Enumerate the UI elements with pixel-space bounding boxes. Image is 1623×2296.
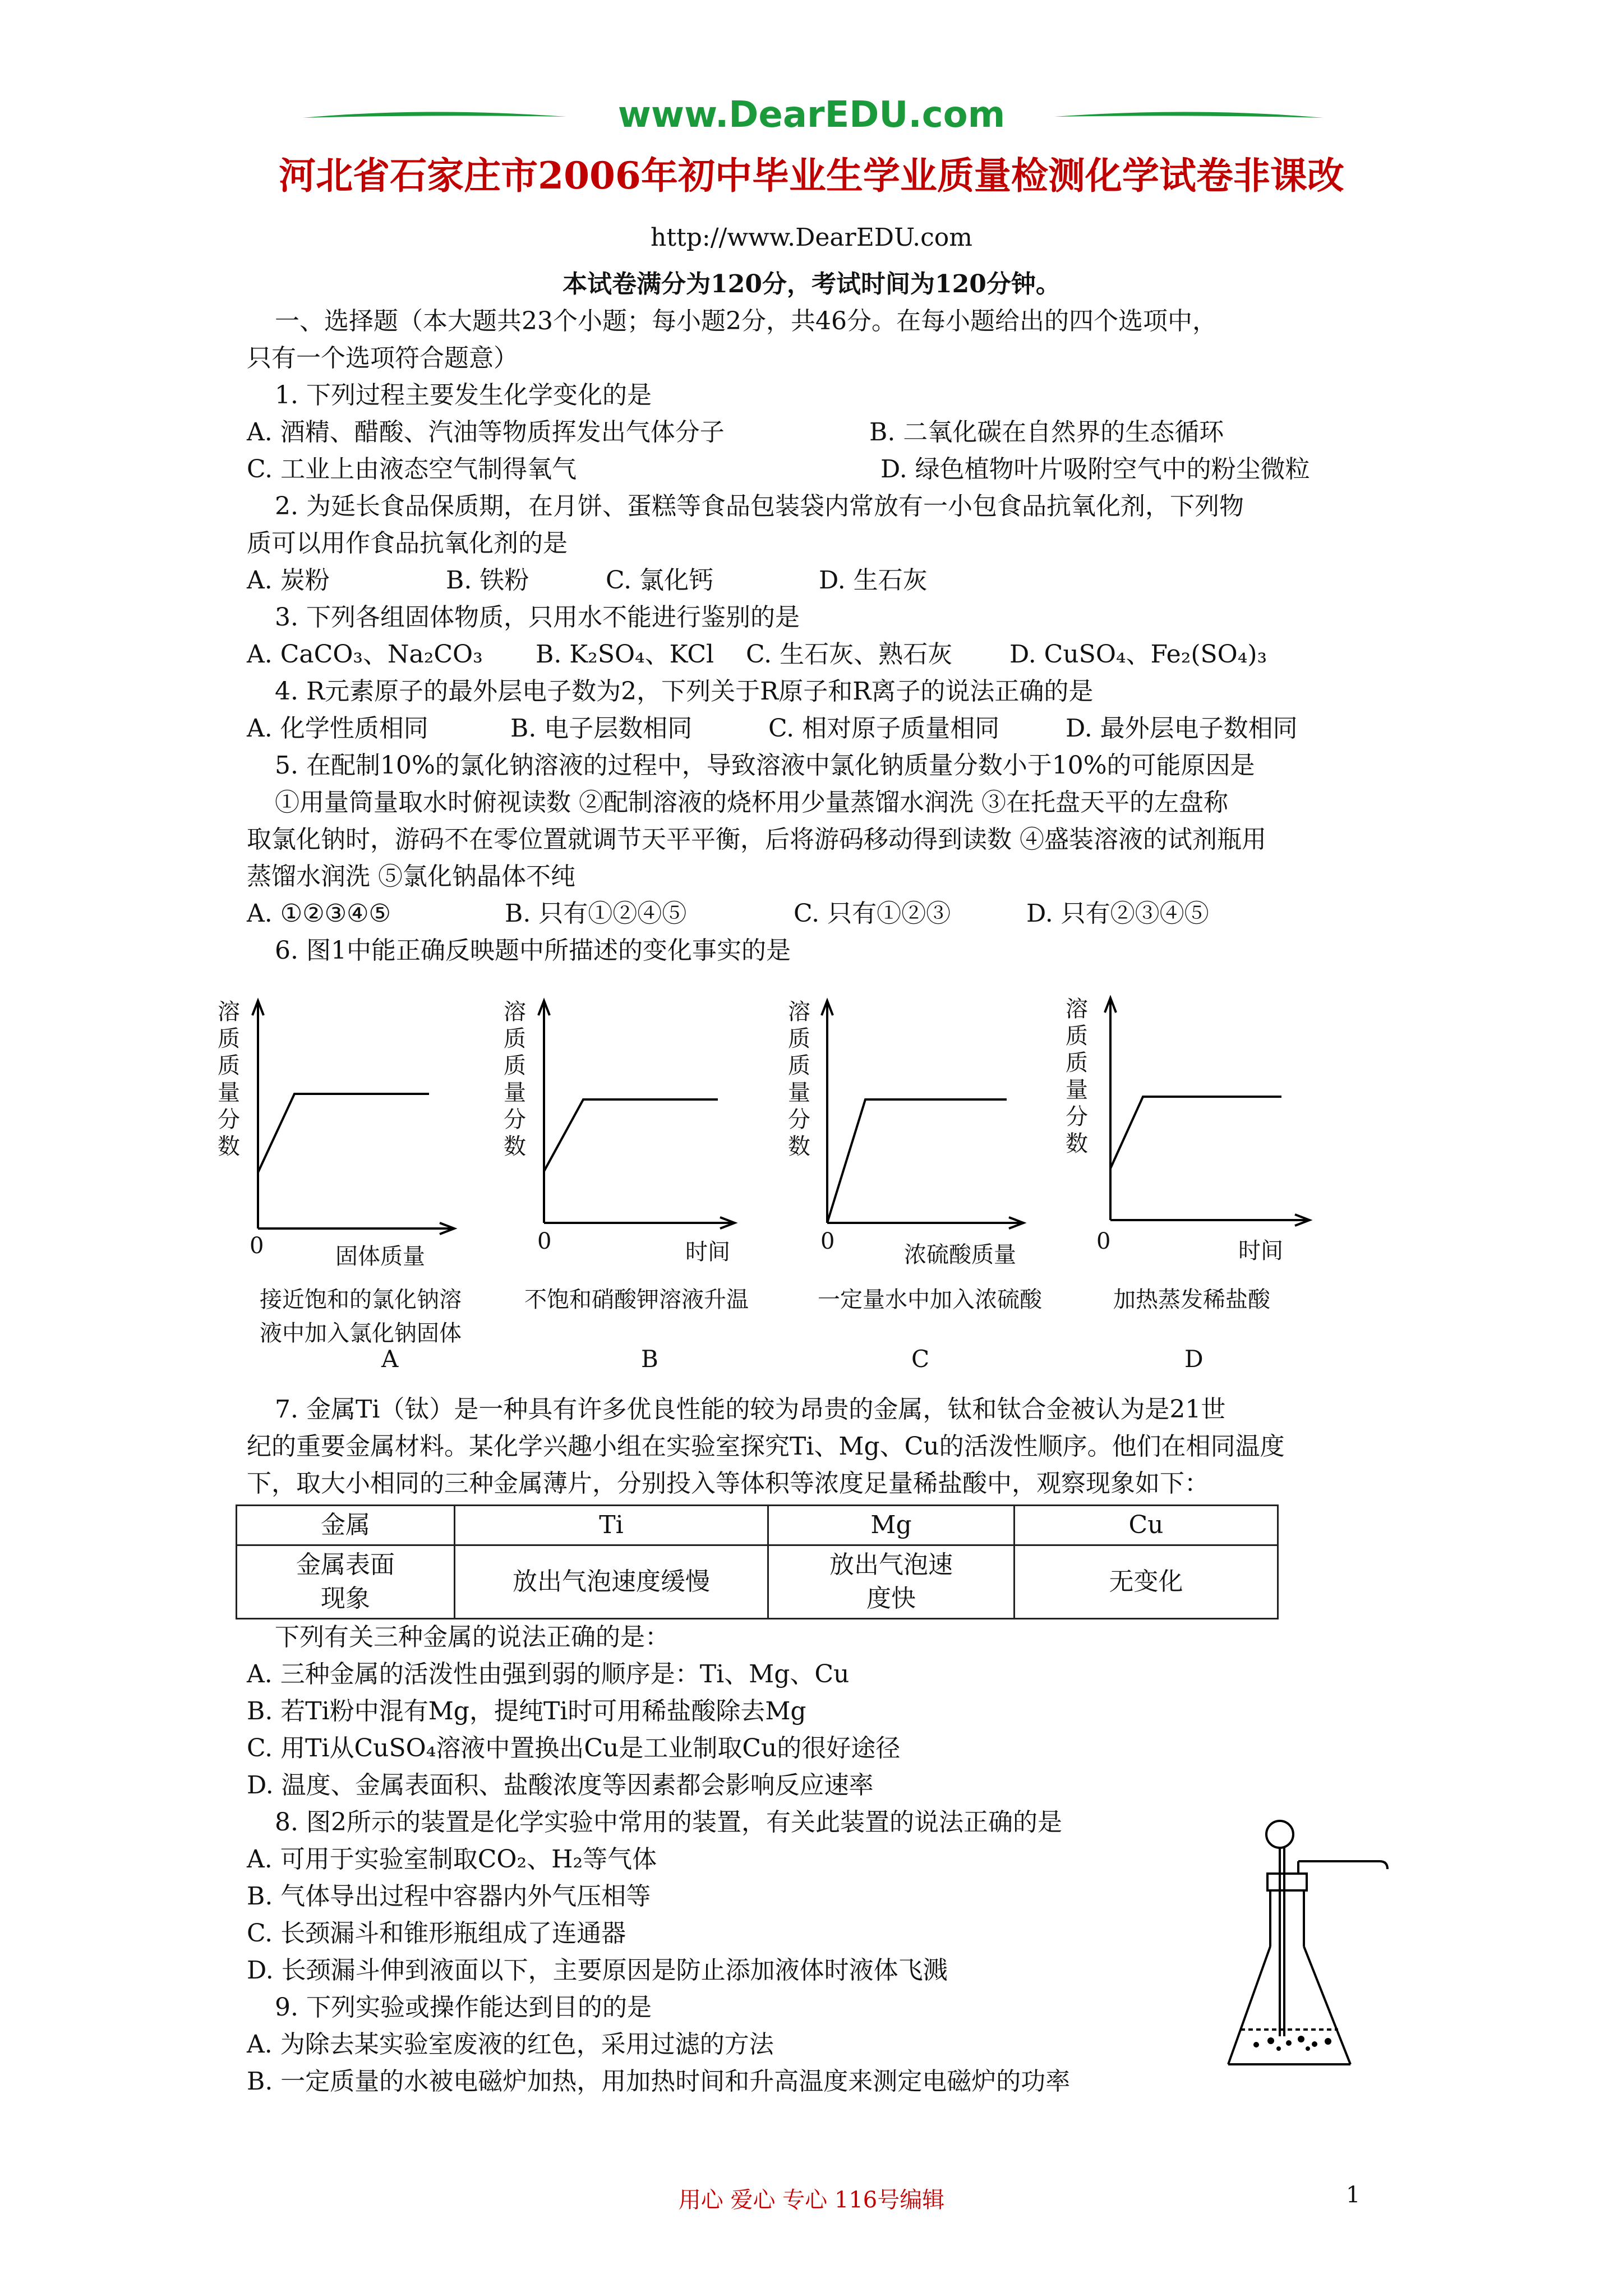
q4-option-b: B. 电子层数相同 bbox=[510, 714, 693, 743]
q7-option-b: B. 若Ti粉中混有Mg，提纯Ti时可用稀盐酸除去Mg bbox=[247, 1697, 806, 1726]
graph-c-ylabel: 溶质质量分数 bbox=[788, 999, 810, 1159]
q5-option-a: A. ①②③④⑤ bbox=[247, 899, 391, 928]
q8-option-c: C. 长颈漏斗和锥形瓶组成了连通器 bbox=[247, 1919, 626, 1948]
graph-a-ylabel: 溶质质量分数 bbox=[218, 999, 240, 1159]
table-cell: 放出气泡速 度快 bbox=[768, 1545, 1015, 1619]
metal-comparison-table bbox=[236, 1504, 1279, 1619]
q1-option-c: C. 工业上由液态空气制得氧气 bbox=[247, 455, 577, 484]
q7-option-c: C. 用Ti从CuSO₄溶液中置换出Cu是工业制取Cu的很好途径 bbox=[247, 1734, 901, 1763]
graph-c-origin: 0 bbox=[820, 1228, 835, 1254]
q9-stem: 9. 下列实验或操作能达到目的的是 bbox=[275, 1993, 652, 2022]
q9-option-b: B. 一定质量的水被电磁炉加热，用加热时间和升高温度来测定电磁炉的功率 bbox=[247, 2067, 1071, 2096]
flask-apparatus-figure bbox=[1217, 1818, 1396, 2076]
graph-d-letter: D bbox=[1184, 1345, 1204, 1373]
graph-c-xlabel: 浓硫酸质量 bbox=[904, 1242, 1016, 1268]
q5-detail: ①用量筒量取水时俯视读数 ②配制溶液的烧杯用少量蒸馏水润洗 ③在托盘天平的左盘称 bbox=[275, 788, 1228, 817]
q8-stem: 8. 图2所示的装置是化学实验中常用的装置，有关此装置的说法正确的是 bbox=[275, 1808, 1062, 1837]
table-header-row bbox=[237, 1506, 1278, 1545]
table-cell: 金属表面 现象 bbox=[237, 1545, 455, 1619]
q3-option-a: A. CaCO₃、Na₂CO₃ bbox=[247, 640, 483, 669]
q6-graph-d bbox=[1068, 990, 1315, 1248]
q4-stem: 4. R元素原子的最外层电子数为2，下列关于R原子和R离子的说法正确的是 bbox=[275, 677, 1094, 706]
page-title: 河北省石家庄市2006年初中毕业生学业质量检测化学试卷非课改 bbox=[279, 154, 1344, 197]
q4-option-c: C. 相对原子质量相同 bbox=[768, 714, 1000, 743]
graph-d-caption: 加热蒸发稀盐酸 bbox=[1113, 1287, 1270, 1313]
table-header-cell: Mg bbox=[768, 1506, 1015, 1545]
q1-option-d: D. 绿色植物叶片吸附空气中的粉尘微粒 bbox=[880, 455, 1310, 484]
graph-a-caption: 接近饱和的氯化钠溶 bbox=[260, 1287, 462, 1313]
q6-graph-a bbox=[213, 993, 460, 1251]
q1-stem: 1. 下列过程主要发生化学变化的是 bbox=[275, 381, 652, 409]
graph-a-xlabel: 固体质量 bbox=[335, 1244, 425, 1269]
q3-option-c: C. 生石灰、熟石灰 bbox=[746, 640, 953, 669]
q7-stem-cont2: 下，取大小相同的三种金属薄片，分别投入等体积等浓度足量稀盐酸中，观察现象如下： bbox=[247, 1469, 1209, 1498]
graph-c-caption: 一定量水中加入浓硫酸 bbox=[818, 1287, 1042, 1313]
graph-a-origin: 0 bbox=[250, 1233, 264, 1259]
q3-stem: 3. 下列各组固体物质，只用水不能进行鉴别的是 bbox=[275, 603, 800, 632]
q3-option-d: D. CuSO₄、Fe₂(SO₄)₃ bbox=[1009, 640, 1267, 669]
graph-b-xlabel: 时间 bbox=[685, 1239, 730, 1265]
page-number: 1 bbox=[1346, 2182, 1361, 2208]
graph-d-origin: 0 bbox=[1096, 1228, 1111, 1254]
q5-option-b: B. 只有①②④⑤ bbox=[505, 899, 687, 928]
graph-d-xlabel: 时间 bbox=[1238, 1238, 1283, 1264]
footer-text: 用心 爱心 专心 116号编辑 bbox=[678, 2187, 945, 2213]
q7-stem-cont: 纪的重要金属材料。某化学兴趣小组在实验室探究Ti、Mg、Cu的活泼性顺序。他们在相同温度 bbox=[247, 1432, 1285, 1461]
q8-option-b: B. 气体导出过程中容器内外气压相等 bbox=[247, 1882, 651, 1911]
q2-option-b: B. 铁粉 bbox=[446, 566, 529, 595]
section-heading: 一、选择题（本大题共23个小题；每小题2分，共46分。在每小题给出的四个选项中， bbox=[275, 307, 1217, 335]
graph-b-caption: 不饱和硝酸钾溶液升温 bbox=[524, 1287, 749, 1313]
q6-graph-b bbox=[494, 993, 740, 1251]
q5-stem: 5. 在配制10%的氯化钠溶液的过程中，导致溶液中氯化钠质量分数小于10%的可能原因是 bbox=[275, 751, 1255, 780]
q7-question: 下列有关三种金属的说法正确的是： bbox=[275, 1623, 670, 1651]
q8-option-d: D. 长颈漏斗伸到液面以下，主要原因是防止添加液体时液体飞溅 bbox=[247, 1956, 948, 1985]
table-cell: 放出气泡速度缓慢 bbox=[455, 1545, 768, 1619]
q5-detail-cont2: 蒸馏水润洗 ⑤氯化钠晶体不纯 bbox=[247, 862, 575, 891]
section-heading-cont: 只有一个选项符合题意） bbox=[247, 344, 518, 372]
graph-b-letter: B bbox=[641, 1345, 658, 1373]
q7-stem: 7. 金属Ti（钛）是一种具有许多优良性能的较为昂贵的金属，钛和钛合金被认为是21世 bbox=[275, 1395, 1226, 1424]
score-note: 本试卷满分为120分，考试时间为120分钟。 bbox=[562, 270, 1061, 298]
q7-option-a: A. 三种金属的活泼性由强到弱的顺序是：Ti、Mg、Cu bbox=[247, 1660, 850, 1688]
table-header-cell: Ti bbox=[455, 1506, 768, 1545]
q6-graph-c bbox=[782, 993, 1029, 1251]
q7-option-d: D. 温度、金属表面积、盐酸浓度等因素都会影响反应速率 bbox=[247, 1771, 874, 1800]
graph-d-ylabel: 溶质质量分数 bbox=[1066, 996, 1088, 1157]
q3-option-b: B. K₂SO₄、KCl bbox=[536, 640, 714, 669]
q9-option-a: A. 为除去某实验室废液的红色，采用过滤的方法 bbox=[247, 2030, 774, 2059]
q4-option-a: A. 化学性质相同 bbox=[247, 714, 428, 743]
graph-b-origin: 0 bbox=[537, 1228, 552, 1254]
graph-b-ylabel: 溶质质量分数 bbox=[504, 999, 526, 1159]
q2-stem-cont: 质可以用作食品抗氧化剂的是 bbox=[247, 529, 568, 558]
q5-option-d: D. 只有②③④⑤ bbox=[1026, 899, 1209, 928]
q8-option-a: A. 可用于实验室制取CO₂、H₂等气体 bbox=[247, 1845, 657, 1874]
q2-option-c: C. 氯化钙 bbox=[606, 566, 714, 595]
q2-option-d: D. 生石灰 bbox=[819, 566, 928, 595]
graph-a-letter: A bbox=[381, 1345, 399, 1373]
table-row bbox=[237, 1545, 1278, 1619]
table-header-cell: 金属 bbox=[237, 1506, 455, 1545]
q2-stem: 2. 为延长食品保质期，在月饼、蛋糕等食品包装袋内常放有一小包食品抗氧化剂，下列物 bbox=[275, 492, 1244, 521]
q1-option-a: A. 酒精、醋酸、汽油等物质挥发出气体分子 bbox=[247, 418, 725, 447]
site-logo[interactable]: www.DearEDU.com bbox=[617, 94, 1006, 136]
table-cell: 无变化 bbox=[1015, 1545, 1278, 1619]
q1-option-b: B. 二氧化碳在自然界的生态循环 bbox=[869, 418, 1224, 447]
site-url[interactable]: http://www.DearEDU.com bbox=[651, 223, 972, 252]
table-header-cell: Cu bbox=[1015, 1506, 1278, 1545]
q6-stem: 6. 图1中能正确反映题中所描述的变化事实的是 bbox=[275, 936, 791, 965]
q5-option-c: C. 只有①②③ bbox=[794, 899, 951, 928]
q5-detail-cont: 取氯化钠时，游码不在零位置就调节天平平衡，后将游码移动得到读数 ④盛装溶液的试剂瓶用 bbox=[247, 825, 1266, 854]
graph-c-letter: C bbox=[911, 1345, 930, 1373]
graph-a-caption-cont: 液中加入氯化钠固体 bbox=[260, 1320, 462, 1346]
q2-option-a: A. 炭粉 bbox=[247, 566, 330, 595]
q4-option-d: D. 最外层电子数相同 bbox=[1066, 714, 1298, 743]
